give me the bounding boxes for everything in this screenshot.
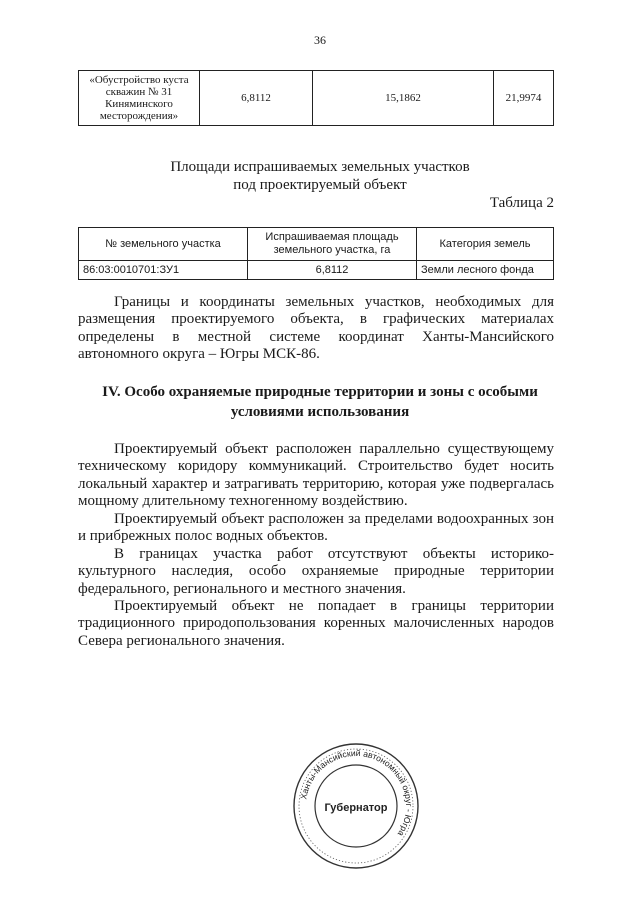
table-heading-line2: под проектируемый объект [233, 177, 407, 193]
object-name-line: «Обустройство куста [89, 74, 189, 86]
column-header: № земельного участка [79, 228, 248, 261]
land-plots-table [78, 227, 554, 280]
seal-center-text: Губернатор [324, 802, 388, 814]
plot-number-cell: 86:03:0010701:ЗУ1 [79, 261, 248, 280]
object-name-line: Киняминского [105, 98, 173, 110]
body-paragraph: Проектируемый объект расположен за пределами водоохранных зон и прибрежных полос водных объектов. [78, 511, 554, 545]
area-value-cell: 6,8112 [200, 71, 313, 126]
table-row [79, 71, 554, 126]
section-title-line1: IV. Особо охраняемые природные территории и зоны с особыми [102, 384, 538, 400]
page-number: 36 [314, 33, 326, 47]
official-seal [291, 741, 421, 871]
area-value-cell: 15,1862 [313, 71, 494, 126]
object-name-line: скважин № 31 [105, 86, 173, 98]
area-total-cell: 21,9974 [494, 71, 554, 126]
table-header-row [79, 228, 554, 261]
column-header-line: земельного участка, га [273, 244, 391, 256]
table-label: Таблица 2 [489, 195, 554, 211]
body-paragraph: В границах участка работ отсутствуют объекты историко-культурного наследия, особо охраняемые природные территории федерального, регионального и местного значения. [78, 546, 554, 597]
land-category-cell: Земли лесного фонда [417, 261, 554, 280]
column-header-line: Испрашиваемая площадь [265, 231, 399, 243]
objects-table [78, 70, 554, 126]
object-name-cell [79, 71, 200, 126]
column-header: Категория земель [417, 228, 554, 261]
seal-ring-text: Ханты-Мансийский автономный округ - Югра [298, 747, 415, 839]
body-paragraph: Проектируемый объект не попадает в границы территории традиционного природопользования коренных малочисленных народов Севера регионального значения. [78, 598, 554, 649]
column-header [248, 228, 417, 261]
plot-area-cell: 6,8112 [248, 261, 417, 280]
table-heading-line1: Площади испрашиваемых земельных участков [170, 159, 470, 175]
table-row [79, 261, 554, 280]
body-paragraph: Проектируемый объект расположен параллельно существующему техническому коридору коммуникаций. Строительство будет носить локальный характер и затрагивать территорию, которая уже подвергалась мощному длительному техногенному воздействию. [78, 441, 554, 510]
coordinates-paragraph: Границы и координаты земельных участков, необходимых для размещения проектируемого объекта, в графических материалах определены в местной системе координат Ханты-Мансийского автономного округа – Югры МСК-86. [78, 294, 554, 363]
section-title-line2: условиями использования [230, 404, 410, 420]
object-name-line: месторождения» [99, 110, 179, 122]
